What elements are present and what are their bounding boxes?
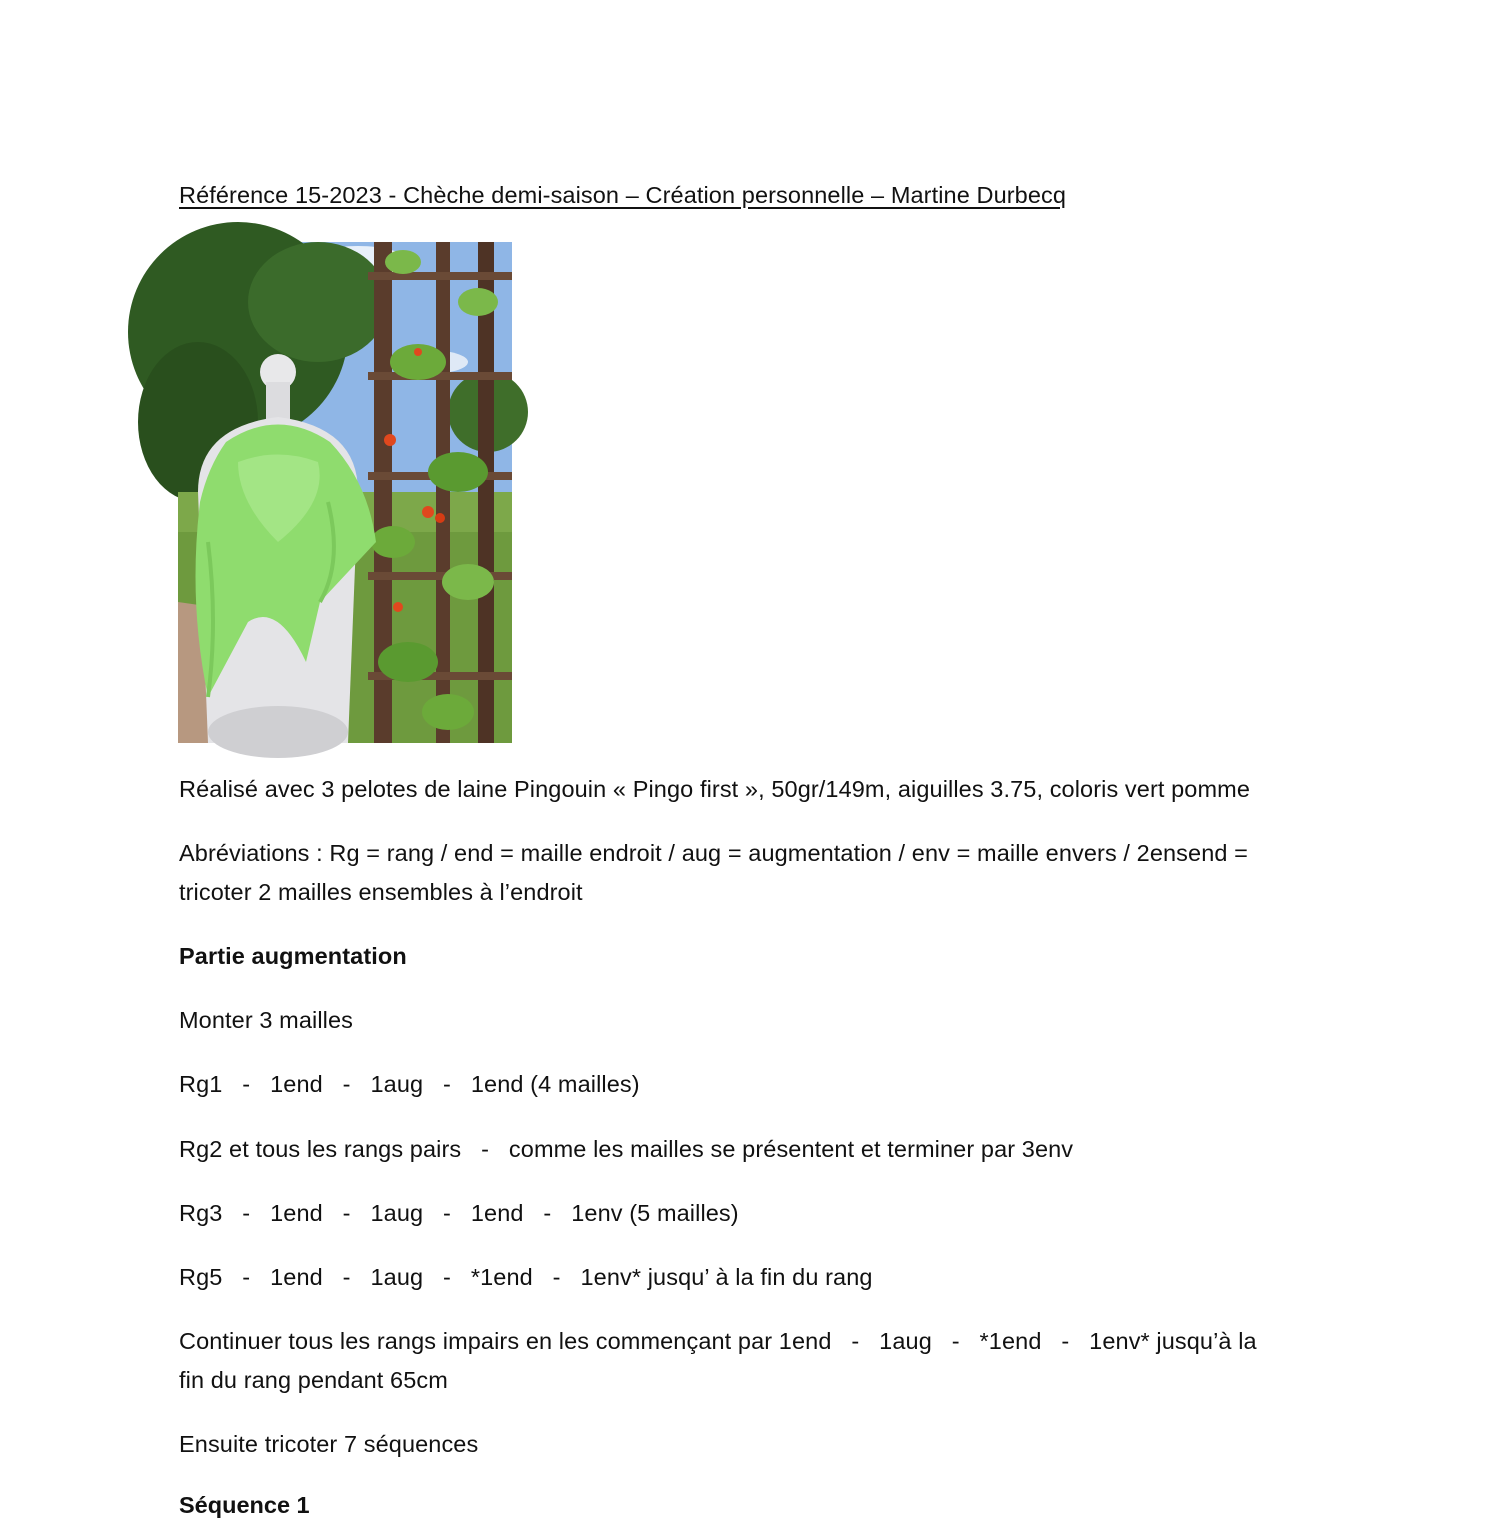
abbreviations-line-2: tricoter 2 mailles ensembles à l’endroit [179, 879, 583, 905]
materials-text: Réalisé avec 3 pelotes de laine Pingouin « Pingo first », 50gr/149m, aiguilles 3.75, coloris vert pomme [179, 776, 1251, 802]
row-1-text: Rg1 - 1end - 1aug - 1end (4 mailles) [179, 1071, 640, 1097]
sequences-text: Ensuite tricoter 7 séquences [179, 1431, 479, 1457]
document-title: Référence 15-2023 - Chèche demi-saison – Création personnelle – Martine Durbecq [179, 182, 1067, 208]
row-3-text: Rg3 - 1end - 1aug - 1end - 1env (5 mailles) [179, 1200, 739, 1226]
row-2-text: Rg2 et tous les rangs pairs - comme les mailles se présentent et terminer par 3env [179, 1136, 1074, 1162]
section-heading: Partie augmentation [179, 943, 407, 969]
abbreviations-line-1: Abréviations : Rg = rang / end = maille endroit / aug = augmentation / env = maille envers / 2ensend = [179, 840, 1248, 866]
continue-line-1: Continuer tous les rangs impairs en les commençant par 1end - 1aug - *1end - 1env* jusqu’à la [179, 1328, 1257, 1354]
row-5-text: Rg5 - 1end - 1aug - *1end - 1env* jusqu’ à la fin du rang [179, 1264, 873, 1290]
cast-on-text: Monter 3 mailles [179, 1007, 353, 1033]
next-heading-cut [179, 1486, 319, 1518]
shawl-photo [178, 242, 512, 743]
next-heading-text: Séquence 1 [179, 1492, 310, 1518]
continue-line-2: fin du rang pendant 65cm [179, 1367, 448, 1393]
shawl-photo-image [178, 242, 512, 743]
